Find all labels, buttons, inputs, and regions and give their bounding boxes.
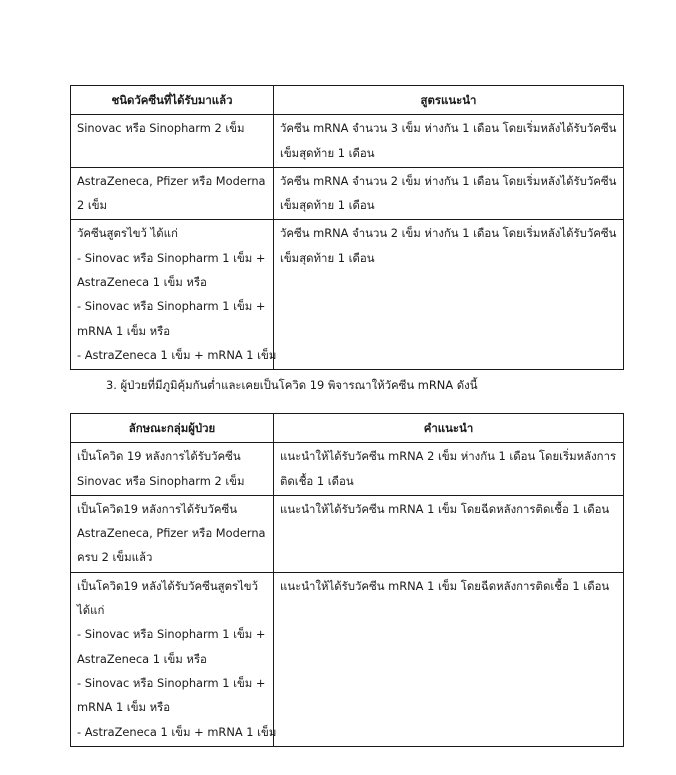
table-cell-advice <box>274 495 624 572</box>
table-row <box>71 220 624 370</box>
cell-line: เป็นโควิด19 หลังการได้รับวัคซีน <box>77 501 238 516</box>
table-header-row <box>71 414 624 443</box>
table-cell-advice <box>274 443 624 496</box>
table-cell-recommendation <box>274 220 624 370</box>
cell-line: AstraZeneca 1 เข็ม หรือ <box>77 275 207 290</box>
cell-line: วัคซีน mRNA จำนวน 3 เข็ม ห่างกัน 1 เดือน โดยเริ่มหลังได้รับวัคซีน <box>280 121 617 136</box>
table-row <box>71 495 624 572</box>
table-cell-patient-group <box>71 495 274 572</box>
cell-line: 2 เข็ม <box>77 198 108 213</box>
table-row <box>71 167 624 220</box>
cell-line: วัคซีน mRNA จำนวน 2 เข็ม ห่างกัน 1 เดือน โดยเริ่มหลังได้รับวัคซีน <box>280 173 617 188</box>
header-recommended-formula: สูตรแนะนำ <box>274 86 624 115</box>
table-cell-recommendation <box>274 167 624 220</box>
cell-line: เป็นโควิด19 หลังได้รับวัคซีนสูตรไขว้ <box>77 578 258 593</box>
cropped-text-fragment <box>300 766 360 775</box>
cell-line: mRNA 1 เข็ม หรือ <box>77 700 171 715</box>
cell-line: แนะนำให้ได้รับวัคซีน mRNA 1 เข็ม โดยฉีดหลังการติดเชื้อ 1 เดือน <box>280 501 610 516</box>
cell-line: แนะนำให้ได้รับวัคซีน mRNA 1 เข็ม โดยฉีดหลังการติดเชื้อ 1 เดือน <box>280 578 610 593</box>
cell-line: - AstraZeneca 1 เข็ม + mRNA 1 เข็ม <box>77 347 277 362</box>
cell-line: วัคซีนสูตรไขว้ ได้แก่ <box>77 226 178 241</box>
cell-line: ติดเชื้อ 1 เดือน <box>280 473 354 488</box>
table-cell-patient-group <box>71 572 277 746</box>
header-advice: คำแนะนำ <box>274 414 624 443</box>
section-3-heading: 3. ผู้ป่วยที่มีภูมิคุ้มกันต่ำและเคยเป็นโควิด 19 พิจารณาให้วัคซีน mRNA ดังนี้ <box>106 378 478 392</box>
cell-line: เป็นโควิด 19 หลังการได้รับวัคซีน <box>77 449 241 464</box>
cell-line: วัคซีน mRNA จำนวน 2 เข็ม ห่างกัน 1 เดือน โดยเริ่มหลังได้รับวัคซีน <box>280 226 617 241</box>
header-vaccine-received: ชนิดวัคซีนที่ได้รับมาแล้ว <box>71 86 274 115</box>
cell-line: Sinovac หรือ Sinopharm 2 เข็ม <box>77 121 245 136</box>
table-cell-vaccine-received <box>71 115 274 168</box>
cell-line: ได้แก่ <box>77 603 105 618</box>
table-cell-patient-group <box>71 443 274 496</box>
cell-line: - Sinovac หรือ Sinopharm 1 เข็ม + <box>77 250 266 265</box>
table-cell-vaccine-received <box>71 220 277 370</box>
vaccine-recommendation-table <box>70 85 624 370</box>
cell-line: mRNA 1 เข็ม หรือ <box>77 323 171 338</box>
cell-line: - Sinovac หรือ Sinopharm 1 เข็ม + <box>77 627 266 642</box>
table-header-row <box>71 86 624 115</box>
header-patient-group: ลักษณะกลุ่มผู้ป่วย <box>71 414 274 443</box>
table-cell-recommendation <box>274 115 624 168</box>
cell-line: - AstraZeneca 1 เข็ม + mRNA 1 เข็ม <box>77 724 277 739</box>
cell-line: เข็มสุดท้าย 1 เดือน <box>280 250 375 265</box>
table-row <box>71 572 624 746</box>
cell-line: AstraZeneca, Pfizer หรือ Moderna <box>77 173 266 188</box>
table-row <box>71 443 624 496</box>
cell-line: แนะนำให้ได้รับวัคซีน mRNA 2 เข็ม ห่างกัน 1 เดือน โดยเริ่มหลังการ <box>280 449 617 464</box>
cell-line: AstraZeneca, Pfizer หรือ Moderna <box>77 526 266 541</box>
cell-line: - Sinovac หรือ Sinopharm 1 เข็ม + <box>77 675 266 690</box>
table-cell-advice <box>274 572 624 746</box>
patient-group-table <box>70 413 624 747</box>
cell-line: AstraZeneca 1 เข็ม หรือ <box>77 651 207 666</box>
cell-line: - Sinovac หรือ Sinopharm 1 เข็ม + <box>77 299 266 314</box>
cell-line: เข็มสุดท้าย 1 เดือน <box>280 198 375 213</box>
cell-line: ครบ 2 เข็มแล้ว <box>77 550 153 565</box>
table-row <box>71 115 624 168</box>
table-cell-vaccine-received <box>71 167 274 220</box>
cell-line: เข็มสุดท้าย 1 เดือน <box>280 145 375 160</box>
cell-line: Sinovac หรือ Sinopharm 2 เข็ม <box>77 473 245 488</box>
